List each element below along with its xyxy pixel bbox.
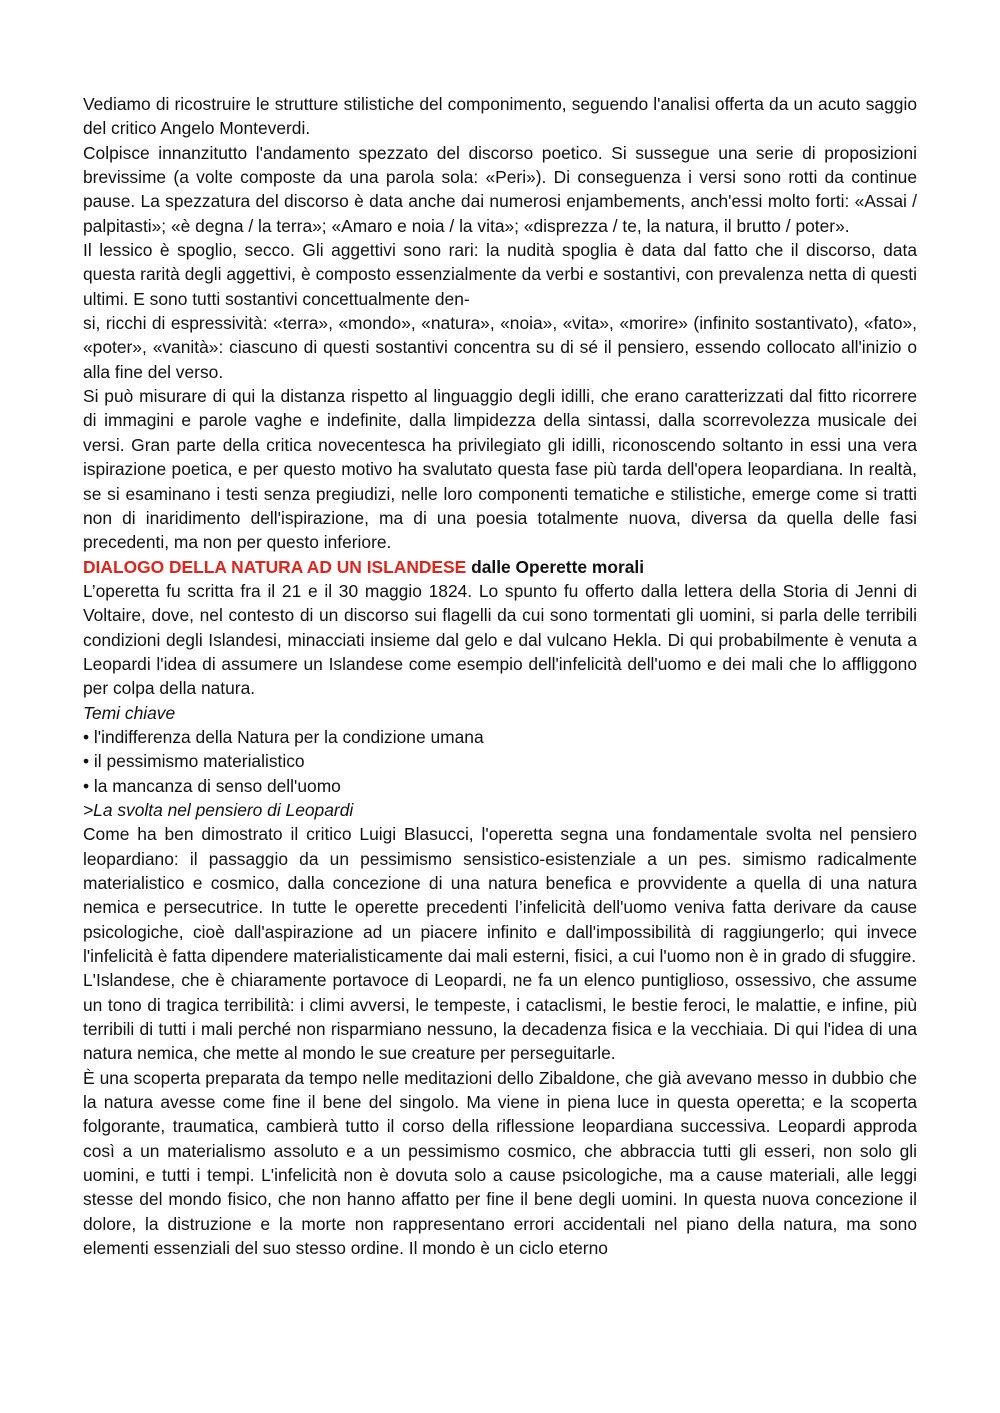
intro-paragraph-1: Vediamo di ricostruire le strutture stilistiche del componimento, seguendo l'analisi offerta da un acuto saggio del critico Angelo Monteverdi.	[83, 94, 917, 139]
body-paragraph-2: L'Islandese, che è chiaramente portavoce di Leopardi, ne fa un elenco puntiglioso, ossessivo, che assume un tono di tragica terribilità: i climi avversi, le tempeste, i cataclismi, le bestie feroci, le malattie, e infine, più terribili di tutti i mali perché non risparmiano nessuno, la decadenza fisica e la vecchiaia. Di qui l'idea di una natura nemica, che mette al mondo le sue creature per perseguitarle.	[83, 970, 917, 1064]
intro-paragraph-3: Il lessico è spoglio, secco. Gli aggettivi sono rari: la nudità spoglia è data dal fatto che il discorso, data questa rarità degli aggettivi, è composto essenzialmente da verbi e sostantivi, con prevalenza netta di questi ultimi. E sono tutti sostantivi concettualmente den-	[83, 240, 917, 309]
intro-paragraph-5: Si può misurare di qui la distanza rispetto al linguaggio degli idilli, che erano caratterizzati dal fitto ricorrere di immagini e parole vaghe e indefinite, dalla limpidezza della sintassi, dalla scorrevolezza musicale dei versi. Gran parte della critica novecentesca ha privilegiato gli idilli, riconoscendo soltanto in essi una vera ispirazione poetica, e per questo motivo ha svalutato questa fase più tarda dell'opera leopardiana. In realtà, se si esaminano i testi senza pregiudizi, nelle loro componenti tematiche e stilistiche, emerge come si tratti non di inaridimento dell'ispirazione, ma di una poesia totalmente nuova, diversa da quella delle fasi precedenti, ma non per questo inferiore.	[83, 386, 917, 553]
document-page	[83, 92, 917, 1261]
theme-item-2: • il pessimismo materialistico	[83, 751, 305, 772]
body-paragraph-3: È una scoperta preparata da tempo nelle meditazioni dello Zibaldone, che già avevano messo in dubbio che la natura avesse come fine il bene del singolo. Ma viene in piena luce in questa operetta; e la scoperta folgorante, traumatica, cambierà tutto il corso della riflessione leopardiana successiva. Leopardi approda così a un materialismo assoluto e a un pessimismo cosmico, che abbraccia tutti gli esseri, non solo gli uomini, e tutti i tempi. L'infelicità non è dovuta solo a cause psicologiche, ma a cause materiali, alle leggi stesse del mondo fisico, che non hanno affatto per fine il bene degli uomini. In questa nuova concezione il dolore, la distruzione e la morte non rappresentano errori accidentali nel piano della natura, ma sono elementi essenziali del suo stesso ordine. Il mondo è un ciclo eterno	[83, 1067, 917, 1259]
themes-heading: Temi chiave	[83, 702, 176, 723]
section-title-suffix: dalle Operette morali	[466, 556, 645, 577]
theme-item-1: • l'indifferenza della Natura per la condizione umana	[83, 726, 484, 747]
section-intro: L’operetta fu scritta fra il 21 e il 30 maggio 1824. Lo spunto fu offerto dalla lettera della Storia di Jenni di Voltaire, dove, nel contesto di un discorso sui flagelli da cui sono tormentati gli uomini, si parla delle terribili condizioni degli Islandesi, minacciati insieme dal gelo e dal vulcano Hekla. Di qui probabilmente è venuta a Leopardi l'idea di assumere un Islandese come esempio dell'infelicità dell'uomo e dei mali che lo affliggono per colpa della natura.	[83, 580, 917, 699]
section-title: DIALOGO DELLA NATURA AD UN ISLANDESE	[83, 556, 467, 577]
intro-paragraph-2: Colpisce innanzitutto l'andamento spezzato del discorso poetico. Si sussegue una serie di proposizioni brevissime (a volte composte da una parola sola: «Peri»). Di conseguenza i versi sono rotti da continue pause. La spezzatura del discorso è data anche dai numerosi enjambements, anch'essi molto forti: «Assai / palpitasti»; «è degna / la terra»; «Amaro e noia / la vita»; «disprezza / te, la natura, il brutto / poter».	[83, 142, 917, 236]
subheading: >La svolta nel pensiero di Leopardi	[83, 799, 354, 820]
theme-item-3: • la mancanza di senso dell'uomo	[83, 775, 341, 796]
section-heading	[83, 555, 917, 579]
body-paragraph-1: Come ha ben dimostrato il critico Luigi Blasucci, l'operetta segna una fondamentale svolta nel pensiero leopardiano: il passaggio da un pessimismo sensistico-esistenziale a un pes. simismo radicalmente materialistico e cosmico, dalla concezione di una natura benefica e provvidente a quella di una natura nemica e persecutrice. In tutte le operette precedenti l’infelicità dell'uomo veniva fatta derivare da cause psicologiche, cioè dall'aspirazione ad un piacere infinito e dall'impossibilità di raggiungerlo; qui invece l'infelicità è fatta dipendere materialisticamente dai mali esterni, fisici, a cui l'uomo non è in grado di sfuggire.	[83, 824, 917, 967]
intro-paragraph-4: si, ricchi di espressività: «terra», «mondo», «natura», «noia», «vita», «morire» (infinito sostantivato), «fato», «poter», «vanità»: ciascuno di questi sostantivi concentra su di sé il pensiero, essendo collocato all'inizio o alla fine del verso.	[83, 313, 917, 382]
